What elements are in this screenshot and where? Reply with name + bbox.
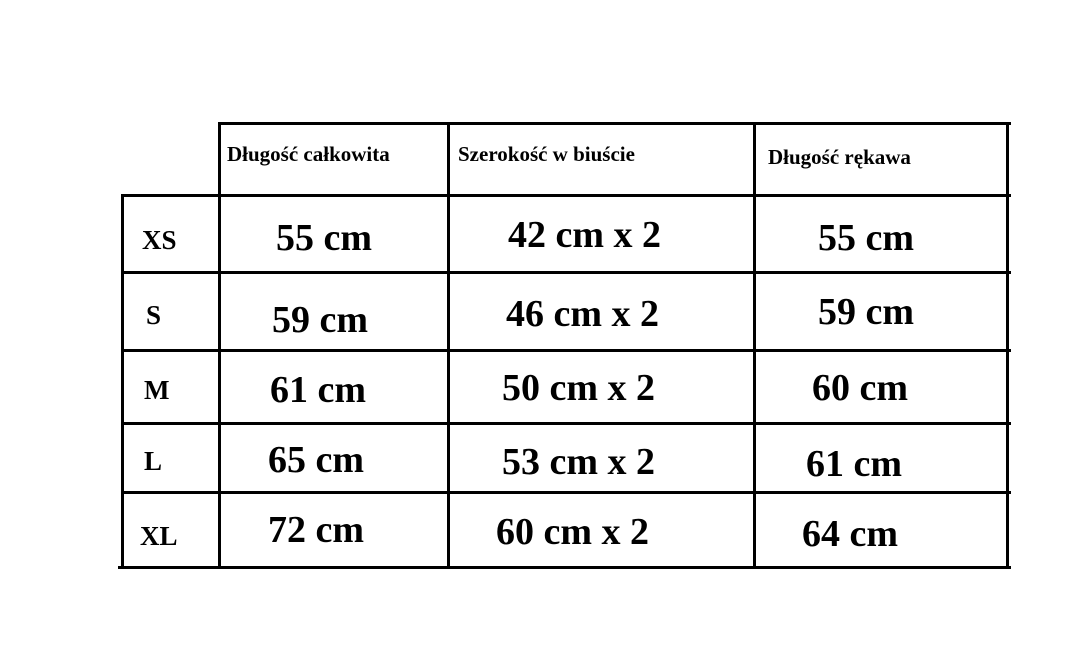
grid-line [121,349,1011,352]
size-label-l: L [144,446,163,476]
cell-xl-sleeve-length: 64 cm [802,513,899,555]
cell-s-sleeve-length: 59 cm [818,291,915,333]
cell-l-total-length: 65 cm [268,439,365,481]
size-label-s: S [146,300,162,330]
cell-s-total-length: 59 cm [272,299,369,341]
cell-xl-bust-width: 60 cm x 2 [496,511,650,553]
cell-xs-sleeve-length: 55 cm [818,217,915,259]
grid-line [121,422,1011,425]
cell-m-bust-width: 50 cm x 2 [502,367,656,409]
header-total-length: Długość całkowita [227,142,390,166]
header-bust-width: Szerokość w biuście [458,142,635,166]
cell-l-bust-width: 53 cm x 2 [502,441,656,483]
grid-line [121,194,124,569]
size-label-m: M [144,375,170,405]
grid-line [1006,122,1009,569]
cell-xs-bust-width: 42 cm x 2 [508,214,662,256]
grid-line [218,122,221,569]
cell-xs-total-length: 55 cm [276,217,373,259]
grid-line [121,194,1011,197]
grid-line [753,122,756,569]
grid-line [121,491,1011,494]
grid-line [220,122,1011,125]
size-label-xl: XL [140,521,178,551]
grid-line [447,122,450,569]
cell-l-sleeve-length: 61 cm [806,443,903,485]
size-label-xs: XS [142,225,177,255]
grid-line [118,566,1011,569]
cell-xl-total-length: 72 cm [268,509,365,551]
cell-s-bust-width: 46 cm x 2 [506,293,660,335]
cell-m-total-length: 61 cm [270,369,367,411]
grid-line [121,271,1011,274]
cell-m-sleeve-length: 60 cm [812,367,909,409]
header-sleeve-length: Długość rękawa [768,145,911,169]
